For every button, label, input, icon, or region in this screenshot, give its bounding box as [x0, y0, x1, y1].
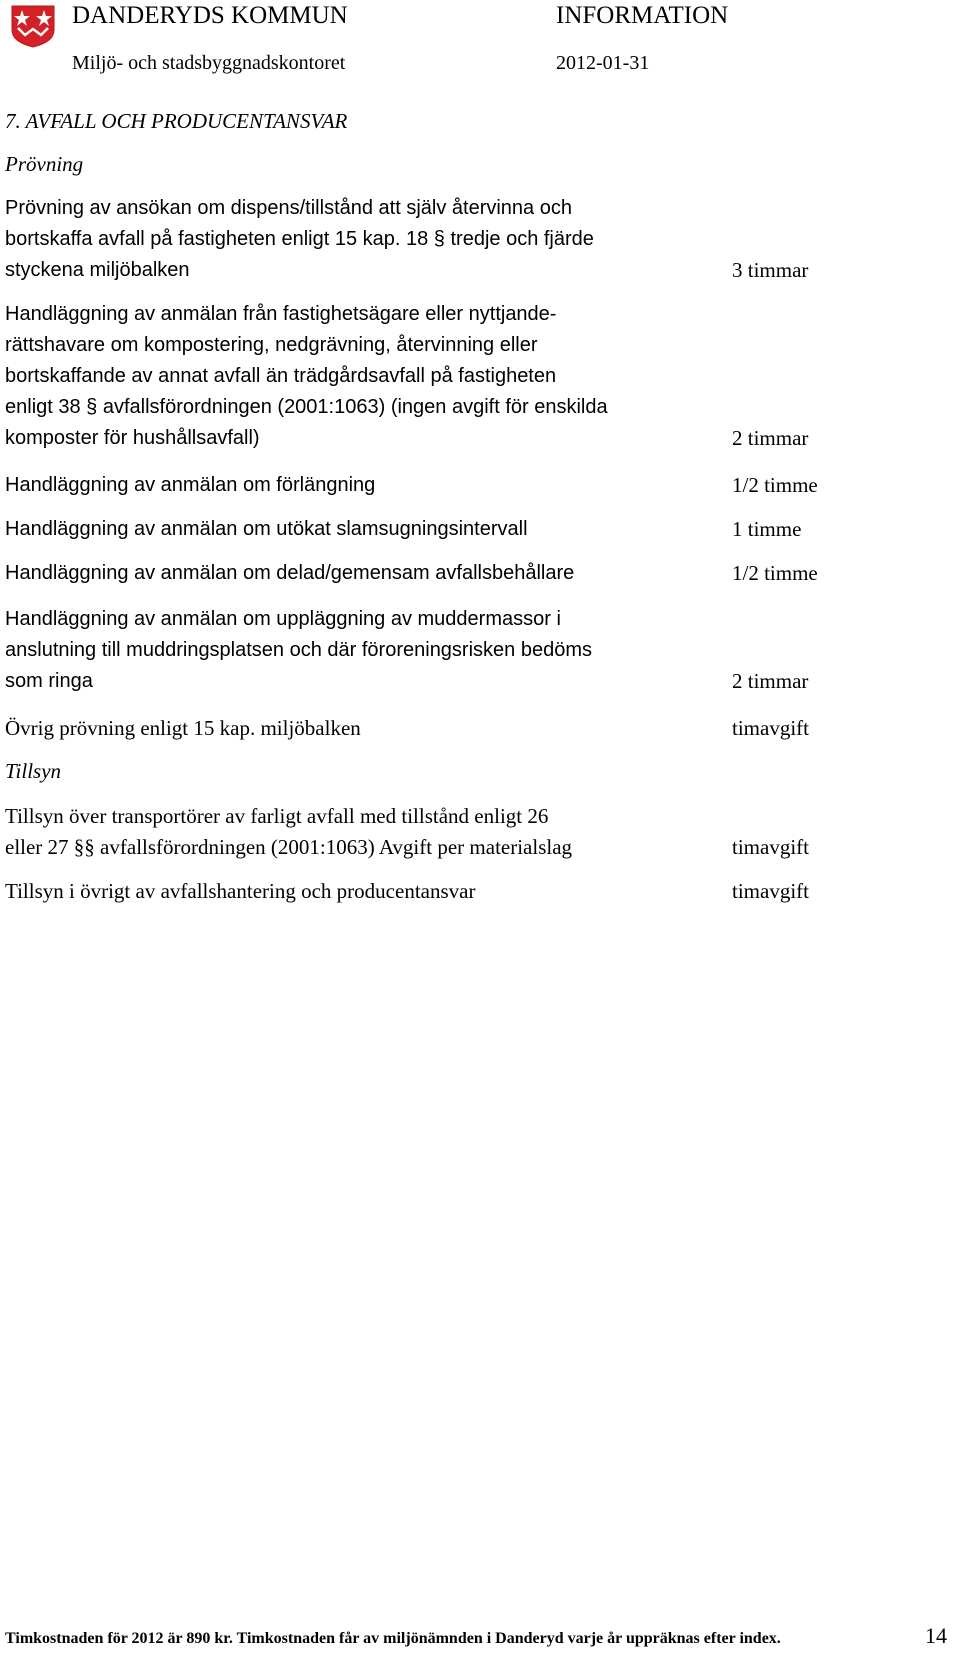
fee-description: Tillsyn över transportörer av farligt avfall med tillstånd enligt 26 eller 27 §§ avfallsförordningen (2001:1063) Avgift per materialslag	[5, 804, 573, 859]
fee-row	[5, 713, 945, 744]
fee-value: 1/2 timme	[732, 473, 818, 497]
fee-description: Prövning av ansökan om dispens/tillstånd att själv återvinna och bortskaffa avfall på fastigheten enligt 15 kap. 18 § tredje och fjärde styckena miljöbalken	[5, 197, 594, 281]
fee-value: 3 timmar	[732, 258, 809, 282]
fee-row	[5, 876, 945, 907]
fee-description: Handläggning av anmälan om utökat slamsugningsintervall	[5, 518, 528, 540]
document-type: INFORMATION	[556, 2, 729, 29]
fee-value: 2 timmar	[732, 669, 809, 693]
fee-description: Handläggning av anmälan från fastighetsägare eller nyttjande- rättshavare om kompostering, nedgrävning, återvinning eller bortskaffande av annat avfall än trädgårdsavfall på fastigheten enligt 38 § avfallsförordningen (2001:1063) (ingen avgift för enskilda komposter för hushållsavfall)	[5, 303, 608, 449]
fee-value: 1 timme	[732, 517, 802, 541]
fee-row	[5, 193, 945, 286]
subheading-provning: Prövning	[5, 152, 84, 176]
page-number: 14	[925, 1623, 947, 1648]
fee-value: 1/2 timme	[732, 561, 818, 585]
fee-row	[5, 801, 945, 863]
fee-value: timavgift	[732, 835, 809, 859]
fee-row	[5, 604, 945, 697]
fee-description: Handläggning av anmälan om delad/gemensam avfallsbehållare	[5, 562, 575, 584]
fee-description: Handläggning av anmälan om förlängning	[5, 474, 376, 496]
section-title: 7. AVFALL OCH PRODUCENTANSVAR	[5, 109, 348, 133]
subheading-tillsyn: Tillsyn	[5, 759, 62, 783]
fee-value: timavgift	[732, 716, 809, 740]
fee-description: Handläggning av anmälan om uppläggning av muddermassor i anslutning till muddringsplatsen och där föroreningsrisken bedöms som ringa	[5, 608, 592, 692]
fee-row	[5, 558, 945, 589]
danderyd-coat-of-arms-icon	[10, 4, 56, 48]
footer-note: Timkostnaden för 2012 är 890 kr. Timkostnaden får av miljönämnden i Danderyd varje år uppräknas efter index.	[5, 1630, 781, 1647]
fee-row	[5, 470, 945, 501]
organization-name: DANDERYDS KOMMUN	[72, 2, 348, 29]
fee-row	[5, 299, 945, 454]
document-date: 2012-01-31	[556, 52, 650, 74]
fee-description: Tillsyn i övrigt av avfallshantering och producentansvar	[5, 879, 476, 903]
fee-value: timavgift	[732, 879, 809, 903]
fee-value: 2 timmar	[732, 426, 809, 450]
department-name: Miljö- och stadsbyggnadskontoret	[72, 52, 346, 74]
fee-description: Övrig prövning enligt 15 kap. miljöbalken	[5, 716, 361, 740]
fee-row	[5, 514, 945, 545]
